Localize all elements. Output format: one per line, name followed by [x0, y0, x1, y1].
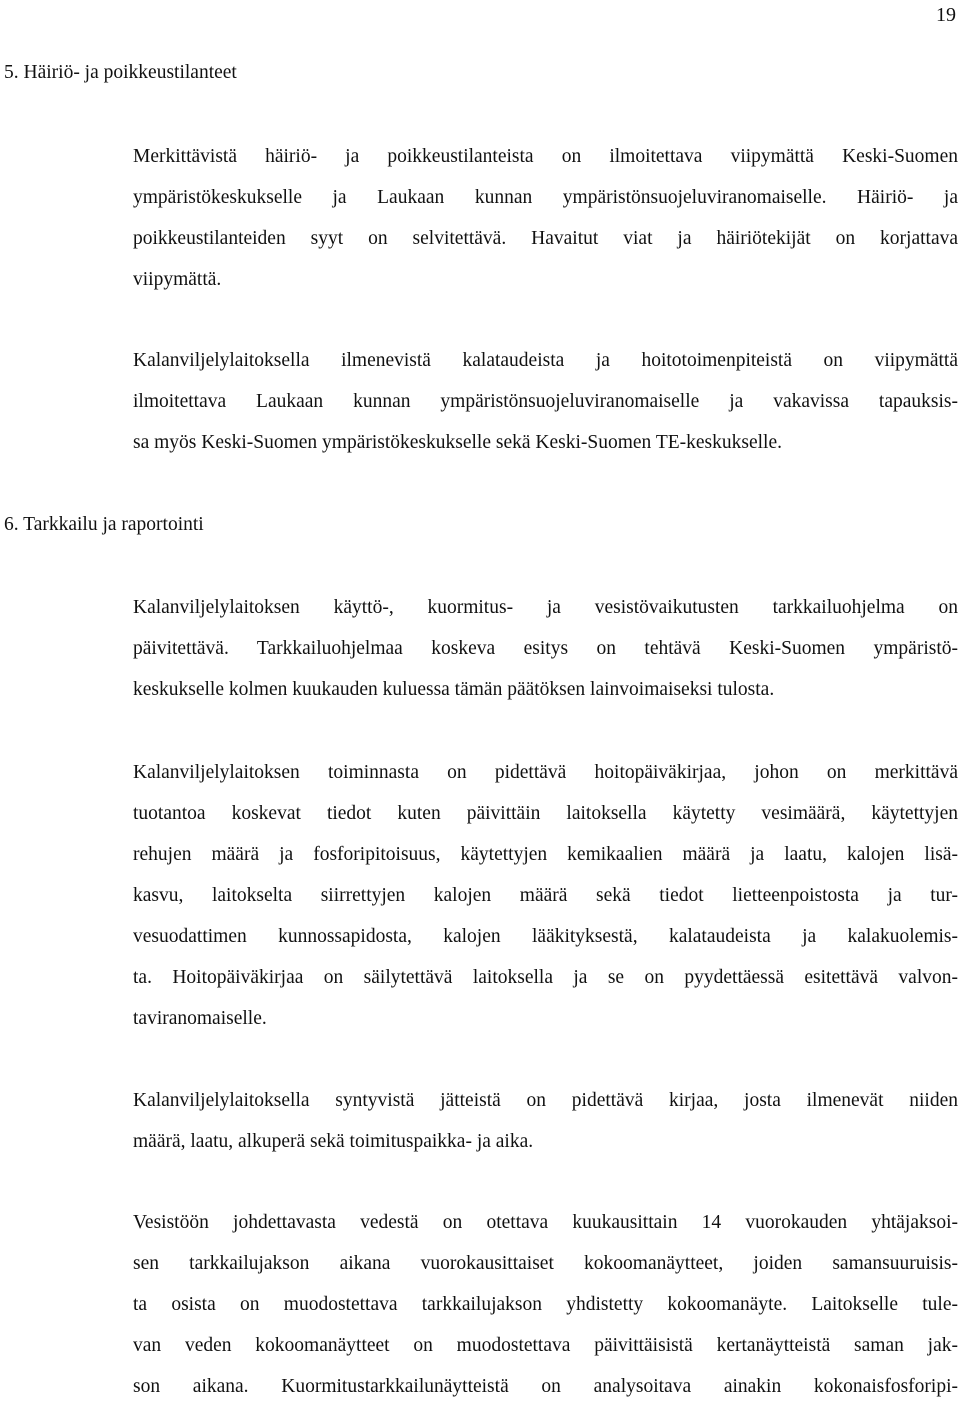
text-line: määrä, laatu, alkuperä sekä toimituspaikka- ja aika. [133, 1131, 534, 1152]
paragraph-water-sampling [133, 1202, 958, 1407]
text-line: viipymättä. [133, 269, 222, 290]
text-line: Kalanviljelylaitoksen toiminnasta on pidettävä hoitopäiväkirjaa, johon on merkittävä [133, 762, 958, 783]
paragraph-care-diary [133, 752, 958, 1039]
text-line: kasvu, laitokselta siirrettyjen kalojen määrä sekä tiedot lietteenpoistosta ja tur- [133, 885, 958, 906]
paragraph-monitoring-program [133, 587, 958, 710]
text-line: keskukselle kolmen kuukauden kuluessa tämän päätöksen lainvoimaiseksi tulosta. [133, 679, 775, 700]
section-heading-5: 5. Häiriö- ja poikkeustilanteet [4, 62, 237, 83]
text-line: son aikana. Kuormitustarkkailunäytteistä on analysoitava ainakin kokonaisfosforipi- [133, 1376, 958, 1397]
text-line: ta osista on muodostettava tarkkailujakson yhdistetty kokoomanäyte. Laitokselle tule- [133, 1294, 958, 1315]
paragraph-waste-records [133, 1080, 958, 1162]
text-line: Kalanviljelylaitoksella ilmenevistä kalataudeista ja hoitotoimenpiteistä on viipymättä [133, 350, 958, 371]
page-number: 19 [936, 4, 956, 26]
text-line: rehujen määrä ja fosforipitoisuus, käytettyjen kemikaalien määrä ja laatu, kalojen lisä- [133, 844, 958, 865]
section-heading-6: 6. Tarkkailu ja raportointi [4, 514, 204, 535]
text-line: päivitettävä. Tarkkailuohjelmaa koskeva esitys on tehtävä Keski-Suomen ympäristö- [133, 638, 958, 659]
text-line: taviranomaiselle. [133, 1008, 267, 1029]
text-line: ta. Hoitopäiväkirjaa on säilytettävä laitoksella ja se on pyydettäessä esitettävä valvon- [133, 967, 958, 988]
text-line: Merkittävistä häiriö- ja poikkeustilanteista on ilmoitettava viipymättä Keski-Suomen [133, 146, 958, 167]
text-line: Vesistöön johdettavasta vedestä on otettava kuukausittain 14 vuorokauden yhtäjaksoi- [133, 1212, 958, 1233]
text-line: tuotantoa koskevat tiedot kuten päivittäin laitoksella käytetty vesimäärä, käytettyjen [133, 803, 958, 824]
text-line: vesuodattimen kunnossapidosta, kalojen lääkityksestä, kalataudeista ja kalakuolemis- [133, 926, 958, 947]
text-line: sen tarkkailujakson aikana vuorokausittaiset kokoomanäytteet, joiden samansuuruisis- [133, 1253, 958, 1274]
text-line: van veden kokoomanäytteet on muodostettava päivittäisistä kertanäytteistä saman jak- [133, 1335, 958, 1356]
text-line: Kalanviljelylaitoksella syntyvistä jätteistä on pidettävä kirjaa, josta ilmenevät niiden [133, 1090, 958, 1111]
text-line: ympäristökeskukselle ja Laukaan kunnan ympäristönsuojeluviranomaiselle. Häiriö- ja [133, 187, 958, 208]
paragraph-fish-disease-reporting [133, 340, 958, 463]
text-line: Kalanviljelylaitoksen käyttö-, kuormitus- ja vesistövaikutusten tarkkailuohjelma on [133, 597, 958, 618]
text-line: poikkeustilanteiden syyt on selvitettävä. Havaitut viat ja häiriötekijät on korjattava [133, 228, 958, 249]
text-line: sa myös Keski-Suomen ympäristökeskukselle sekä Keski-Suomen TE-keskukselle. [133, 432, 782, 453]
paragraph-incident-reporting [133, 136, 958, 300]
text-line: ilmoitettava Laukaan kunnan ympäristönsuojeluviranomaiselle ja vakavissa tapauksis- [133, 391, 958, 412]
